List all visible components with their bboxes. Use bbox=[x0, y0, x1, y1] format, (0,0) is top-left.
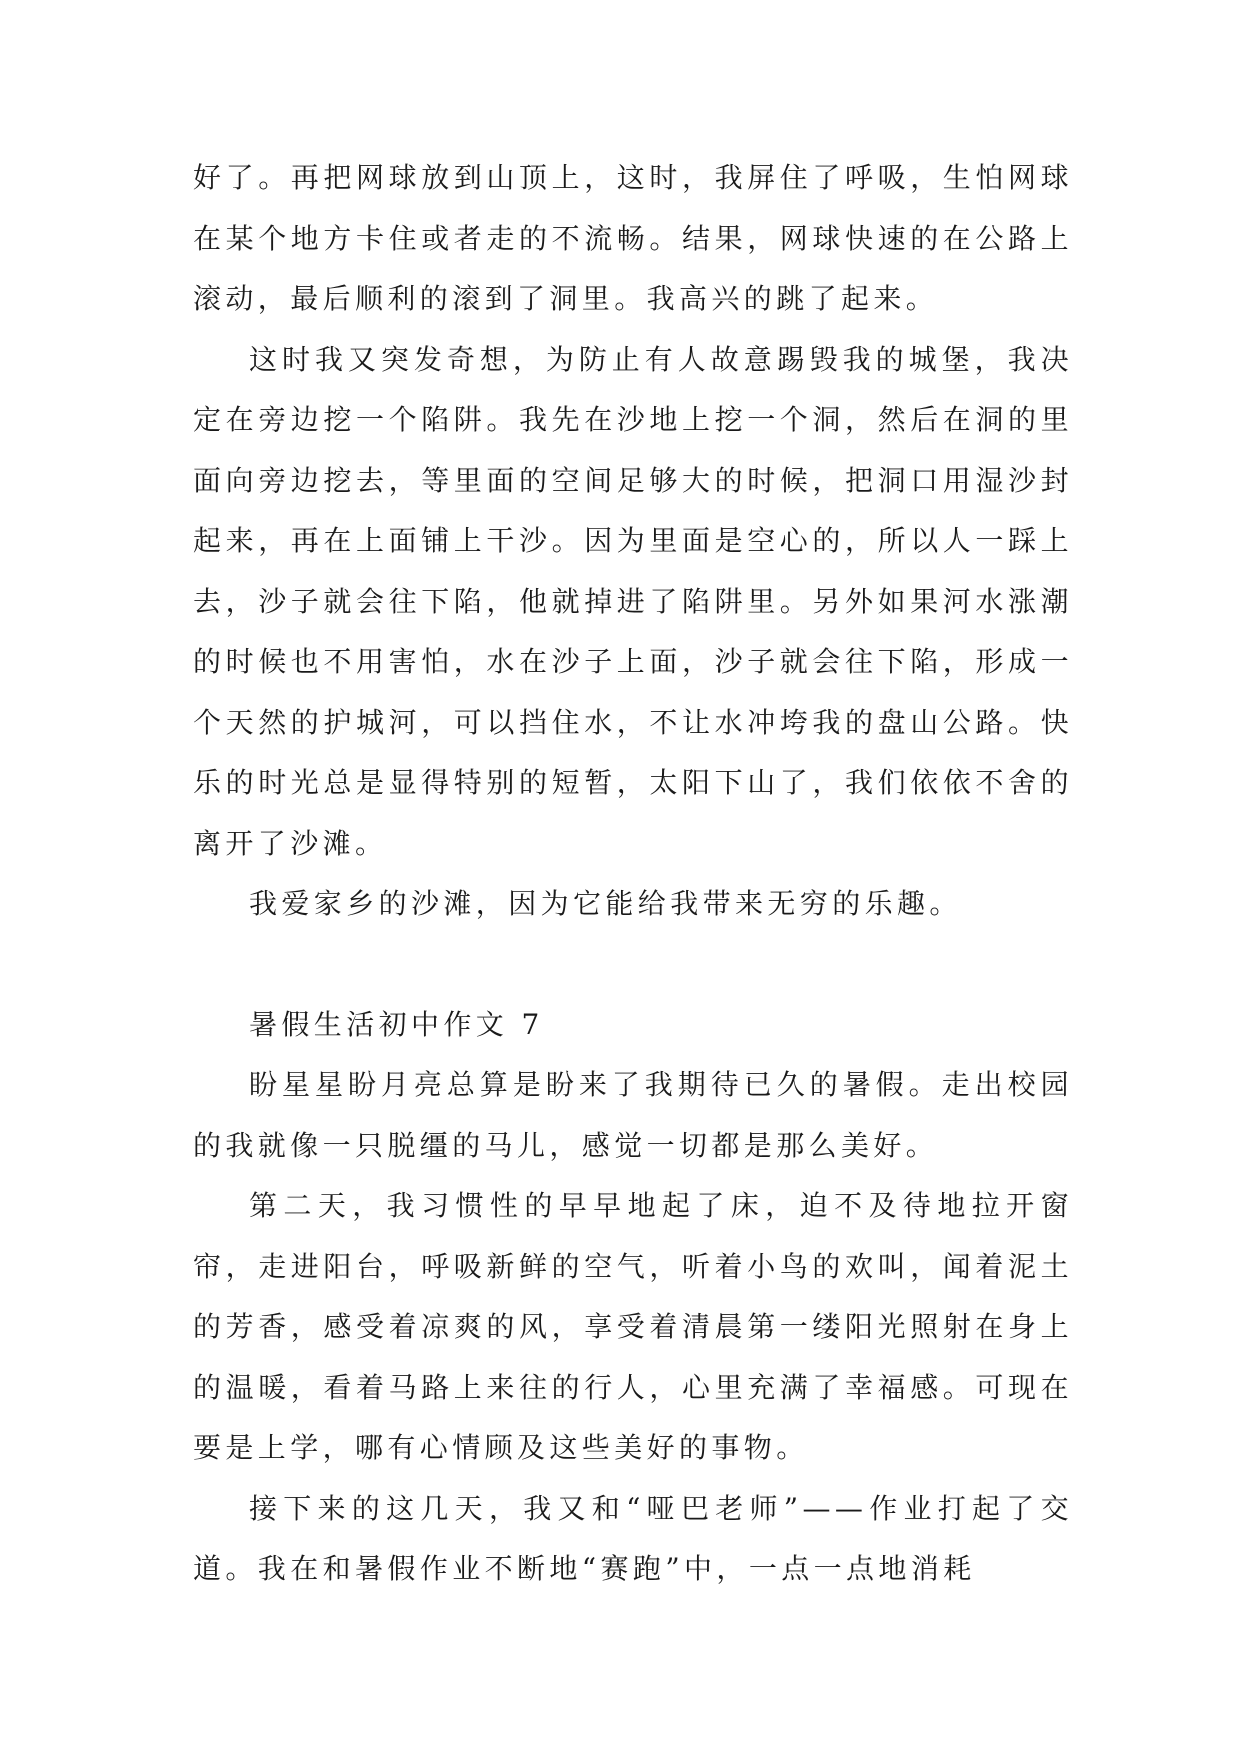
section-title: 暑假生活初中作文 7 bbox=[249, 1007, 544, 1041]
paragraph-second-day: 第二天，我习惯性的早早地起了床，迫不及待地拉开窗帘，走进阳台，呼吸新鲜的空气，听着小鸟的欢叫，闻着泥土的芳香，感受着凉爽的风，享受着清晨第一缕阳光照射在身上的温暖，看着马路上来往的行人，心里充满了幸福感。可现在要是上学，哪有心情顾及这些美好的事物。 bbox=[193, 1189, 1073, 1464]
paragraph-summer-start: 盼星星盼月亮总算是盼来了我期待已久的暑假。走出校园的我就像一只脱缰的马儿，感觉一切都是那么美好。 bbox=[193, 1068, 1073, 1162]
paragraph-love-beach: 我爱家乡的沙滩，因为它能给我带来无穷的乐趣。 bbox=[249, 887, 962, 920]
paragraph-homework: 接下来的这几天，我又和“哑巴老师”——作业打起了交道。我在和暑假作业不断地“赛跑”中，一点一点地消耗 bbox=[193, 1491, 1073, 1585]
paragraph-sand-trap: 这时我又突发奇想，为防止有人故意踢毁我的城堡，我决定在旁边挖一个陷阱。我先在沙地上挖一个洞，然后在洞的里面向旁边挖去，等里面的空间足够大的时候，把洞口用湿沙封起来，再在上面铺上干沙。因为里面是空心的，所以人一踩上去，沙子就会往下陷，他就掉进了陷阱里。另外如果河水涨潮的时候也不用害怕，水在沙子上面，沙子就会往下陷，形成一个天然的护城河，可以挡住水，不让水冲垮我的盘山公路。快乐的时光总是显得特别的短暂，太阳下山了，我们依依不舍的离开了沙滩。 bbox=[193, 342, 1073, 860]
document-page bbox=[193, 148, 1073, 1600]
paragraph-continued: 好了。再把网球放到山顶上，这时，我屏住了呼吸，生怕网球在某个地方卡住或者走的不流畅。结果，网球快速的在公路上滚动，最后顺利的滚到了洞里。我高兴的跳了起来。 bbox=[193, 161, 1073, 315]
